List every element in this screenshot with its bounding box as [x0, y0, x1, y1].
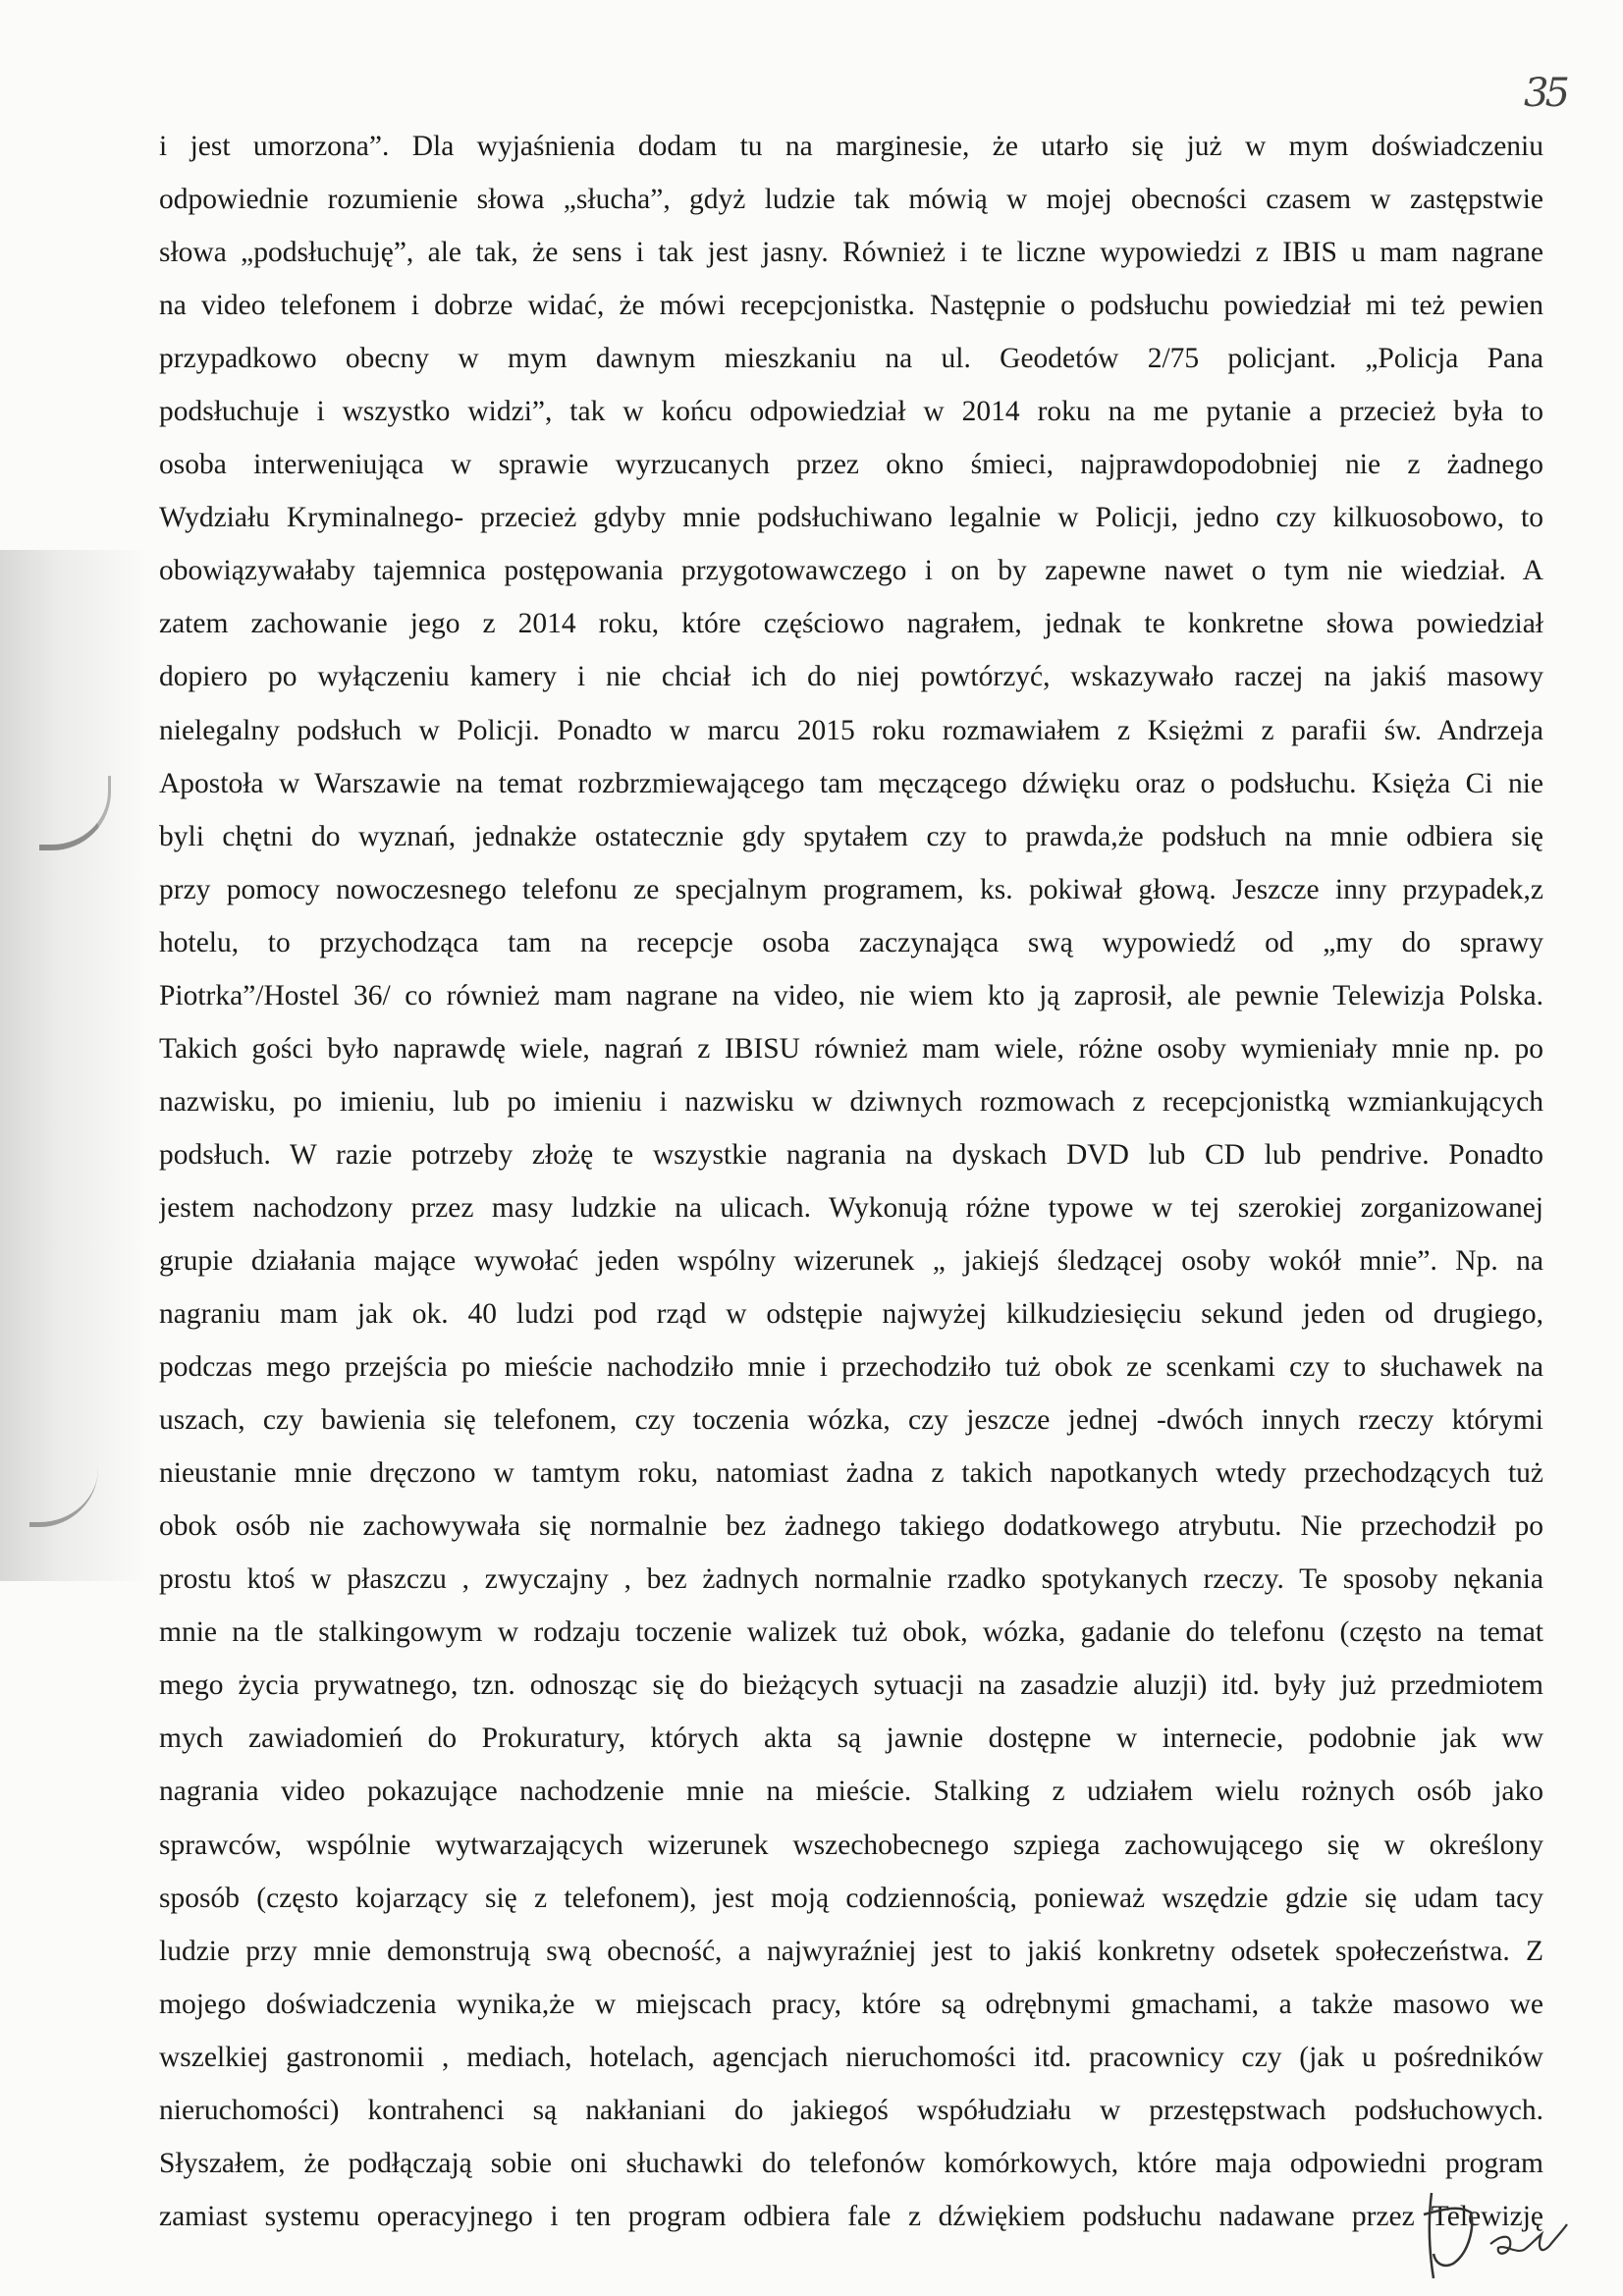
- text-line: Słyszałem, że podłączają sobie oni słuchawki do telefonów komórkowych, które maja odpowiedni program: [159, 2147, 1543, 2179]
- text-line: Wydziału Kryminalnego- przecież gdyby mnie podsłuchiwano legalnie w Policji, jedno czy kilkuosobowo, to: [159, 502, 1543, 534]
- text-line: hotelu, to przychodząca tam na recepcje osoba zaczynająca swą wypowiedź od „my do sprawy: [159, 926, 1543, 958]
- text-line: Takich gości było naprawdę wiele, nagrań z IBISU również mam wiele, różne osoby wymieniały mnie np. po: [159, 1032, 1543, 1065]
- text-line: grupie działania mające wywołać jeden wspólny wizerunek „ jakiejś śledzącej osoby wokół mnie”. Np. na: [159, 1244, 1543, 1277]
- text-line: ludzie przy mnie demonstrują swą obecność, a najwyraźniej jest to jakiś konkretny odsetek społeczeństwa. Z: [159, 1935, 1543, 1967]
- text-line: mnie na tle stalkingowym w rodzaju toczenie walizek tuż obok, wózka, gadanie do telefonu (często na temat: [159, 1616, 1543, 1649]
- text-line: podsłuch. W razie potrzeby złożę te wszystkie nagrania na dyskach DVD lub CD lub pendrive. Ponadto: [159, 1138, 1543, 1171]
- body-text: [159, 120, 1543, 2243]
- text-line: byli chętni do wyznań, jednakże ostatecznie gdy spytałem czy to prawda,że podsłuch na mnie odbiera się: [159, 820, 1543, 852]
- text-line: mego życia prywatnego, tzn. odnosząc się do bieżących sytuacji na zasadzie aluzji) itd. były już przedmiotem: [159, 1669, 1543, 1702]
- text-line: dopiero po wyłączeniu kamery i nie chciał ich do niej powtórzyć, wskazywało raczej na jakiś masowy: [159, 661, 1543, 693]
- text-line: uszach, czy bawienia się telefonem, czy toczenia wózka, czy jeszcze jednej -dwóch innych rzeczy którymi: [159, 1404, 1543, 1437]
- text-line: sprawców, wspólnie wytwarzających wizerunek wszechobecnego szpiega zachowującego się w określony: [159, 1829, 1543, 1861]
- text-line: podczas mego przejścia po mieście nachodziło mnie i przechodziło tuż obok ze scenkami czy to słuchawek na: [159, 1351, 1543, 1384]
- text-line: nieruchomości) kontrahenci są nakłaniani do jakiegoś współudziału w przestępstwach podsłuchowych.: [159, 2094, 1543, 2126]
- text-line: zamiast systemu operacyjnego i ten program odbiera fale z dźwiękiem podsłuchu nadawane przez Telewizję: [159, 2200, 1543, 2232]
- text-line: wszelkiej gastronomii , mediach, hotelach, agencjach nieruchomości itd. pracownicy czy (jak u pośredników: [159, 2041, 1543, 2073]
- text-line: Apostoła w Warszawie na temat rozbrzmiewającego tam męczącego dźwięku oraz o podsłuchu. Księża Ci nie: [159, 767, 1543, 799]
- text-line: nazwisku, po imieniu, lub po imieniu i nazwisku w dziwnych rozmowach z recepcjonistką wzmiankujących: [159, 1085, 1543, 1118]
- text-line: przy pomocy nowoczesnego telefonu ze specjalnym programem, ks. pokiwał głową. Jeszcze inny przypadek,z: [159, 873, 1543, 905]
- text-line: sposób (często kojarzący się z telefonem), jest moją codziennością, ponieważ wszędzie gdzie się udam tacy: [159, 1882, 1543, 1914]
- text-line: mojego doświadczenia wynika,że w miejscach pracy, które są odrębnymi gmachami, a także masowo we: [159, 1988, 1543, 2020]
- text-line: zatem zachowanie jego z 2014 roku, które częściowo nagrałem, jednak te konkretne słowa powiedział: [159, 608, 1543, 640]
- text-line: mych zawiadomień do Prokuratury, których akta są jawnie dostępne w internecie, podobnie jak ww: [159, 1722, 1543, 1755]
- page-number: 35: [1524, 71, 1566, 116]
- text-line: i jest umorzona”. Dla wyjaśnienia dodam tu na marginesie, że utarło się już w mym doświadczeniu: [159, 131, 1543, 162]
- text-line: nielegalny podsłuch w Policji. Ponadto w marcu 2015 roku rozmawiałem z Księżmi z parafii św. Andrzeja: [159, 714, 1543, 746]
- text-line: jestem nachodzony przez masy ludzkie na ulicach. Wykonują różne typowe w tej szerokiej zorganizowanej: [159, 1191, 1543, 1224]
- text-line: słowa „podsłuchuję”, ale tak, że sens i tak jest jasny. Również i te liczne wypowiedzi z IBIS u mam nagrane: [159, 237, 1543, 269]
- text-line: na video telefonem i dobrze widać, że mówi recepcjonistka. Następnie o podsłuchu powiedział mi też pewien: [159, 290, 1543, 322]
- text-line: nagrania video pokazujące nachodzenie mnie na mieście. Stalking z udziałem wielu rożnych osób jako: [159, 1776, 1543, 1808]
- text-line: obok osób nie zachowywała się normalnie bez żadnego takiego dodatkowego atrybutu. Nie przechodził po: [159, 1510, 1543, 1543]
- text-line: nieustanie mnie dręczono w tamtym roku, natomiast żadna z takich napotkanych wtedy przechodzących tuż: [159, 1457, 1543, 1490]
- text-line: Piotrka”/Hostel 36/ co również mam nagrane na video, nie wiem kto ją zaprosił, ale pewnie Telewizja Polska.: [159, 979, 1543, 1011]
- text-line: prostu ktoś w płaszczu , zwyczajny , bez żadnych normalnie rzadko spotykanych rzeczy. Te sposoby nękania: [159, 1563, 1543, 1596]
- text-line: osoba interweniująca w sprawie wyrzucanych przez okno śmieci, najprawdopodobniej nie z żadnego: [159, 449, 1543, 481]
- text-line: przypadkowo obecny w mym dawnym mieszkaniu na ul. Geodetów 2/75 policjant. „Policja Pana: [159, 343, 1543, 375]
- handwritten-signature: [1414, 2185, 1571, 2283]
- text-line: odpowiednie rozumienie słowa „słucha”, gdyż ludzie tak mówią w mojej obecności czasem w zastępstwie: [159, 184, 1543, 216]
- text-line: obowiązywałaby tajemnica postępowania przygotowawczego i on by zapewne nawet o tym nie wiedział. A: [159, 555, 1543, 587]
- text-line: nagraniu mam jak ok. 40 ludzi pod rząd w odstępie najwyżej kilkudziesięciu sekund jeden od drugiego,: [159, 1298, 1543, 1331]
- text-line: podsłuchuje i wszystko widzi”, tak w końcu odpowiedział w 2014 roku na me pytanie a przecież była to: [159, 396, 1543, 428]
- binder-shadow: [0, 550, 147, 1581]
